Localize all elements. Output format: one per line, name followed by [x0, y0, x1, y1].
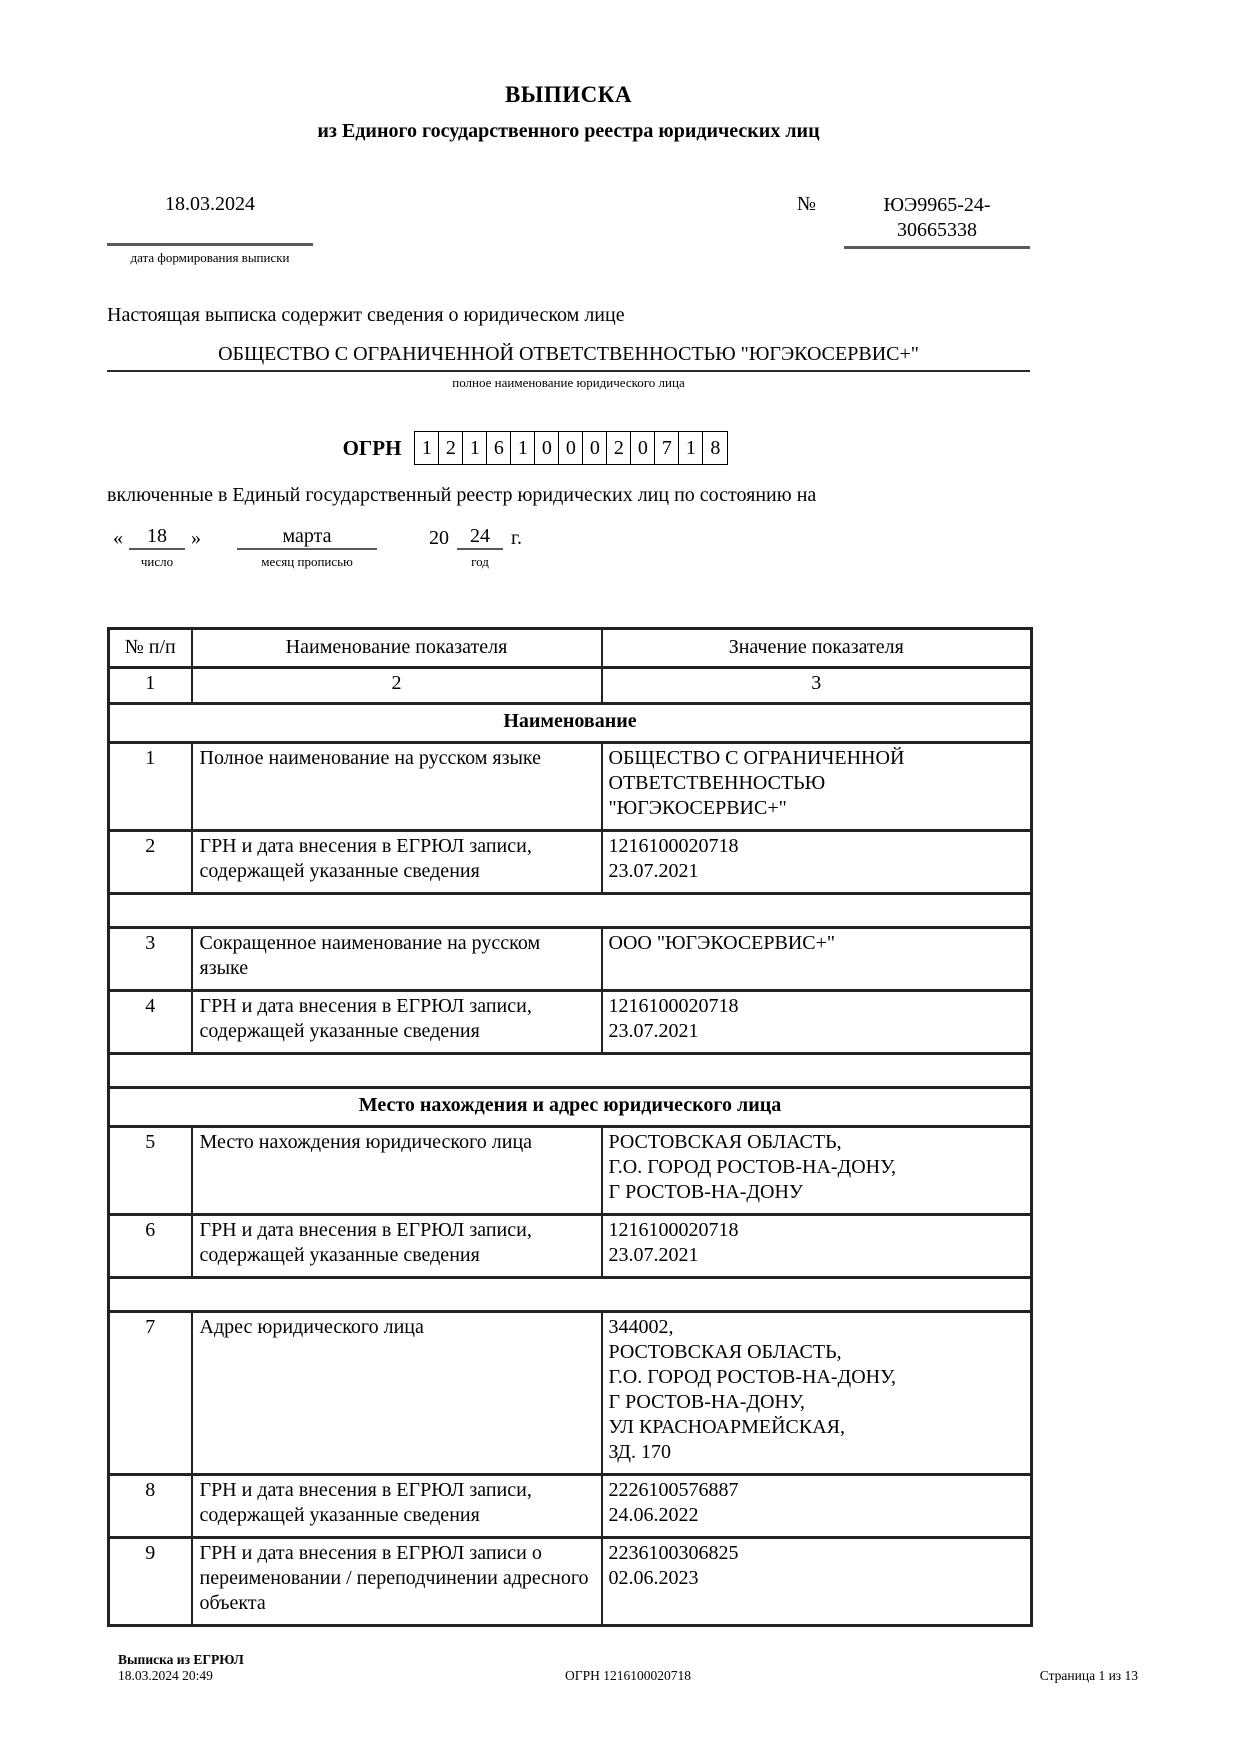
row-number: 4 [109, 991, 192, 1054]
indicator-value-line: 02.06.2023 [608, 1567, 699, 1589]
indicator-value-line: 24.06.2022 [608, 1504, 699, 1526]
column-header-3: Значение показателя [602, 629, 1032, 668]
ogrn-digit-box: 1 [463, 432, 487, 464]
indicator-value-line: 1216100020718 [608, 1219, 739, 1241]
ogrn-digit-box: 8 [710, 436, 721, 459]
table-row [109, 928, 1032, 991]
ogrn-label: ОГРН [342, 435, 402, 460]
spacer-row [109, 1278, 1032, 1312]
formation-date: 18.03.2024 [165, 193, 255, 215]
row-number: 2 [109, 831, 192, 894]
indicator-value-line: Г.О. ГОРОД РОСТОВ-НА-ДОНУ, [608, 1366, 896, 1388]
ogrn-digit-box: 7 [655, 432, 679, 464]
ogrn-digit-box: 6 [487, 432, 511, 464]
extract-number-line-1: ЮЭ9965-24- [883, 194, 991, 216]
section-header: Место нахождения и адрес юридического лица [109, 1088, 1032, 1127]
spacer-cell [109, 1278, 1032, 1312]
spacer [207, 521, 237, 570]
footer-doc-type: Выписка из ЕГРЮЛ [118, 1652, 244, 1667]
indicator-value-line: Г РОСТОВ-НА-ДОНУ, [608, 1391, 805, 1413]
page-footer [118, 1652, 1138, 1684]
row-number: 1 [109, 743, 192, 831]
close-quote: » [191, 527, 201, 549]
indicator-name: Место нахождения юридического лица [192, 1127, 602, 1215]
indicator-value-line: РОСТОВСКАЯ ОБЛАСТЬ, [608, 1131, 842, 1153]
formation-date-underline [107, 243, 313, 246]
indicator-value [602, 743, 1032, 831]
indicator-value-line: 23.07.2021 [608, 1244, 699, 1266]
table-row [109, 991, 1032, 1054]
company-name: ОБЩЕСТВО С ОГРАНИЧЕННОЙ ОТВЕТСТВЕННОСТЬЮ "ЮГЭКОСЕРВИС+" [107, 343, 1030, 372]
ogrn-row [74, 431, 997, 465]
row-number: 6 [109, 1215, 192, 1278]
table-row [109, 831, 1032, 894]
indicator-value [602, 1127, 1032, 1215]
indicator-value-line: ОТВЕТСТВЕННОСТЬЮ [608, 772, 826, 794]
spacer-cell [109, 1054, 1032, 1088]
column-header-1: № п/п [109, 629, 192, 668]
footer-left [118, 1652, 458, 1684]
as-of-day-value: 18 [129, 521, 185, 550]
day-caption: число [140, 554, 174, 569]
spacer-cell [109, 894, 1032, 928]
as-of-date-row [107, 521, 1030, 570]
indicator-value-line: Г.О. ГОРОД РОСТОВ-НА-ДОНУ, [608, 1156, 896, 1178]
column-number-3: 3 [602, 668, 1032, 704]
formation-date-block [107, 193, 313, 266]
ogrn-digit-box: 1 [511, 432, 535, 464]
indicator-value [602, 1475, 1032, 1538]
column-header-2: Наименование показателя [192, 629, 602, 668]
as-of-month [237, 521, 377, 570]
ogrn-digit-box: 2 [439, 432, 463, 464]
ogrn-digit-box: 2 [607, 432, 631, 464]
indicator-value [602, 991, 1032, 1054]
indicator-name: Полное наименование на русском языке [192, 743, 602, 831]
indicator-value-line: 1216100020718 [608, 835, 739, 857]
table-row [109, 743, 1032, 831]
indicator-value-line: ОБЩЕСТВО С ОГРАНИЧЕННОЙ [608, 747, 905, 769]
column-numbers-row [109, 668, 1032, 704]
indicator-value-line: 2236100306825 [608, 1542, 739, 1564]
page-subtitle: из Единого государственного реестра юридических лиц [317, 120, 820, 142]
column-number-1: 1 [109, 668, 192, 704]
open-quote: « [113, 527, 123, 549]
footer-ogrn: ОГРН 1216100020718 [565, 1668, 691, 1683]
indicators-table-body [109, 629, 1032, 1626]
indicator-value-line: 1216100020718 [608, 995, 739, 1017]
number-sign: № [796, 193, 816, 215]
table-row [109, 1475, 1032, 1538]
indicator-value-line: Г РОСТОВ-НА-ДОНУ [608, 1181, 804, 1203]
meta-row [107, 193, 1030, 266]
indicator-value-line: УЛ КРАСНОАРМЕЙСКАЯ, [608, 1416, 846, 1438]
ogrn-boxes [414, 431, 728, 465]
indicator-value-line: 2226100576887 [608, 1479, 739, 1501]
formation-date-blank-line [107, 218, 313, 243]
section-header: Наименование [109, 704, 1032, 743]
as-of-century: 20 [429, 527, 449, 549]
indicator-name: ГРН и дата внесения в ЕГРЮЛ записи о переименовании / переподчинении адресного объекта [192, 1538, 602, 1626]
document-page [107, 0, 1030, 1627]
row-number: 8 [109, 1475, 192, 1538]
ogrn-digit-box: 0 [583, 432, 607, 464]
as-of-year [457, 521, 503, 570]
footer-generated-at: 18.03.2024 20:49 [118, 1668, 213, 1683]
table-row [109, 1127, 1032, 1215]
month-caption: месяц прописью [261, 554, 353, 569]
indicator-name: ГРН и дата внесения в ЕГРЮЛ записи, содержащей указанные сведения [192, 1475, 602, 1538]
indicator-name: ГРН и дата внесения в ЕГРЮЛ записи, содержащей указанные сведения [192, 1215, 602, 1278]
section-header-row [109, 1088, 1032, 1127]
extract-number-block [797, 193, 1030, 266]
indicator-name: ГРН и дата внесения в ЕГРЮЛ записи, содержащей указанные сведения [192, 831, 602, 894]
indicator-name: Адрес юридического лица [192, 1312, 602, 1475]
row-number: 3 [109, 928, 192, 991]
formation-date-caption: дата формирования выписки [130, 250, 290, 265]
extract-number [844, 193, 1030, 249]
table-header-row [109, 629, 1032, 668]
ogrn-digit-box: 0 [559, 432, 583, 464]
indicator-value [602, 1215, 1032, 1278]
indicator-value-line: РОСТОВСКАЯ ОБЛАСТЬ, [608, 1341, 842, 1363]
table-row [109, 1538, 1032, 1626]
indicator-value [602, 928, 1032, 991]
intro-statement: Настоящая выписка содержит сведения о юридическом лице [107, 304, 625, 326]
year-suffix: г. [511, 527, 522, 549]
indicator-name: Сокращенное наименование на русском языке [192, 928, 602, 991]
indicator-value-line: ЗД. 170 [608, 1441, 671, 1463]
as-of-month-value: марта [237, 521, 377, 550]
as-of-year-value: 24 [457, 521, 503, 550]
ogrn-digit-box: 0 [631, 432, 655, 464]
row-number: 9 [109, 1538, 192, 1626]
included-statement: включенные в Единый государственный реестр юридических лиц по состоянию на [107, 484, 817, 506]
year-caption: год [471, 554, 489, 569]
indicator-value-line: 344002, [608, 1316, 674, 1338]
company-name-caption: полное наименование юридического лица [452, 375, 685, 390]
column-number-2: 2 [192, 668, 602, 704]
as-of-day [129, 521, 185, 570]
ogrn-digit-box: 1 [415, 432, 439, 464]
indicator-value-line: 23.07.2021 [608, 860, 699, 882]
footer-page-info: Страница 1 из 13 [1039, 1668, 1138, 1683]
indicator-value [602, 831, 1032, 894]
table-row [109, 1312, 1032, 1475]
row-number: 5 [109, 1127, 192, 1215]
row-number: 7 [109, 1312, 192, 1475]
indicator-value-line: 23.07.2021 [608, 1020, 699, 1042]
spacer [377, 521, 429, 570]
indicator-value [602, 1538, 1032, 1626]
indicators-table [107, 627, 1033, 1627]
ogrn-digit-box: 0 [535, 432, 559, 464]
table-row [109, 1215, 1032, 1278]
spacer-row [109, 1054, 1032, 1088]
section-header-row [109, 704, 1032, 743]
indicator-value-line: "ЮГЭКОСЕРВИС+" [608, 797, 787, 819]
page-title: ВЫПИСКА [504, 82, 633, 107]
indicator-value-line: ООО "ЮГЭКОСЕРВИС+" [608, 932, 836, 954]
ogrn-digit-box: 1 [679, 432, 703, 464]
spacer-row [109, 894, 1032, 928]
indicator-name: ГРН и дата внесения в ЕГРЮЛ записи, содержащей указанные сведения [192, 991, 602, 1054]
indicator-value [602, 1312, 1032, 1475]
extract-number-line-2: 30665338 [897, 219, 977, 241]
